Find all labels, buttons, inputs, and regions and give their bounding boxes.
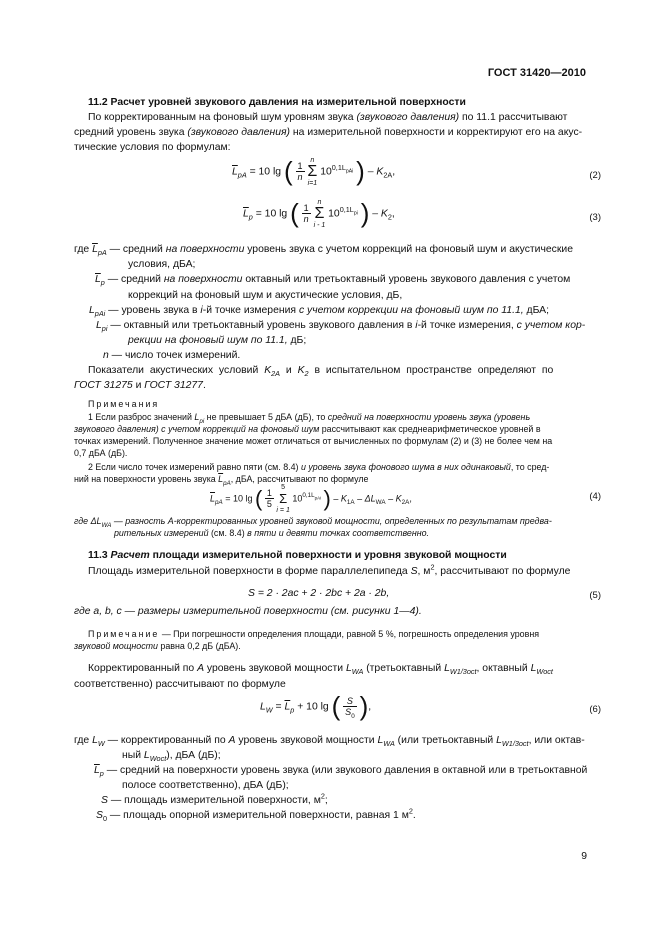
note: Примечание — При погрешности определения площади, равной 5 %, погрешность определения уровня	[88, 629, 540, 639]
paragraph: средний уровень звука (звукового давления) на измерительной поверхности и корректируют его на акус-	[74, 127, 583, 138]
paragraph: Показатели акустических условий $K_{2A}$ и $K_2$ в испытательном пространстве определяют по	[88, 365, 554, 379]
formula-number-3: (3)	[589, 212, 601, 223]
note-2: ний на поверхности уровень звука $\overline{L}_{pA}$, дБА, рассчитывают по формуле	[74, 474, 369, 487]
formula-5: S = 2 · 2ac + 2 · 2bc + 2a · 2b,	[248, 588, 390, 599]
where-item-cont: ный $L_{Woct}$), дБА (дБ);	[122, 750, 221, 764]
formula-number-6: (6)	[589, 704, 601, 715]
page-number: 9	[581, 851, 587, 862]
formula-2: $\overline{L}_{pA} = 10$ lg ( $\frac{1}{n}$ n Σ i=1 $10^{0,1L_{pAi}}$ ) – $K_{2A}$,	[232, 156, 396, 187]
paragraph: ГОСТ 31275 и ГОСТ 31277.	[74, 380, 206, 391]
formula-4: $\overline{L}_{pA} = 10$ lg ( $\frac{1}{5}$ 5 Σ i = 1 $10^{0,1L_{pAi}}$ ) – $K_{1A} - \Delta L_{WA} - K_{2A}$,	[210, 484, 412, 514]
where-item-cont: коррекций на фоновый шум и акустические условия, дБ,	[128, 290, 403, 301]
notes-title: Примечания	[88, 399, 160, 409]
where-item: $L_{pAi}$ — уровень звука в i-й точке измерения с учетом коррекции на фоновый шум по 11.1, дБА;	[89, 305, 549, 319]
formula-number-5: (5)	[589, 590, 601, 601]
note-1: точках измерений. Полученное значение может отличаться от вычисленных по формулам (2) и (3) не более чем на	[74, 436, 553, 446]
note: звуковой мощности равна 0,2 дБ (дБА).	[74, 641, 241, 651]
paragraph: тические условия по формулам:	[74, 142, 231, 153]
section-title-11-2: 11.2 Расчет уровней звукового давления на измерительной поверхности	[88, 97, 466, 108]
section-title-11-3: 11.3 Расчет площади измерительной поверхности и уровня звуковой мощности	[88, 550, 507, 561]
doc-header: ГОСТ 31420—2010	[487, 67, 586, 79]
where-item: где $L_W$ — корректированный по A уровень звуковой мощности $L_{WA}$ (или третьоктавный $L_{W1/3oct}$, или октав-	[74, 735, 585, 749]
formula-3: $\overline{L}_p = 10$ lg ( $\frac{1}{n}$ n Σ i - 1 $10^{0,1L_{pi}}$ ) – $K_2$,	[243, 198, 395, 229]
where-item-cont: рекции на фоновый шум по 11.1, дБ;	[128, 335, 307, 346]
paragraph: По корректированным на фоновый шум уровням звука (звукового давления) по 11.1 рассчитывают	[88, 112, 568, 123]
where-item: n — число точек измерений.	[103, 350, 241, 361]
where-item: $L_{pi}$ — октавный или третьоктавный уровень звукового давления в i-й точке измерения, с учетом кор-	[96, 320, 586, 334]
where-item-cont: полосе соответственно), дБА (дБ);	[122, 780, 289, 791]
paragraph: Корректированный по A уровень звуковой мощности $L_{WA}$ (третьоктавный $L_{W1/3oct}$, октавный $L_{Woct}$	[88, 663, 553, 677]
where-item: $\overline{L}_p$ — средний на поверхности уровень звука (или звукового давления в октавной или в третьоктавной	[94, 765, 588, 779]
paragraph: Площадь измерительной поверхности в форме параллелепипеда S, $м^2$, рассчитывают по формуле	[88, 562, 571, 577]
note-1: 1 Если разброс значений $L_{pi}$ не превышает 5 дБА (дБ), то средний на поверхности уровень звука (уровень	[88, 412, 531, 425]
formula-6: $L_W = \overline{L}_p + 10$ lg ( $\frac{S}{S_0}$ ),	[260, 691, 372, 721]
where-item: $S_0$ — площадь опорной измерительной поверхности, равная 1 $м^2$.	[96, 806, 416, 824]
where-item: где $\overline{L}_{pA}$ — средний на поверхности уровень звука с учетом коррекций на фоновый шум и акустические	[74, 244, 573, 258]
where-item-cont: условия, дБА;	[128, 259, 196, 270]
where-item: где a, b, c — размеры измерительной поверхности (см. рисунки 1—4).	[74, 606, 422, 617]
note-2: 2 Если число точек измерений равно пяти (см. 8.4) и уровень звука фонового шума в них одинаковый, то сред-	[88, 462, 550, 472]
where-item: где $\Delta L_{WA}$ — разность A-корректированных уровней звуковой мощности, определенных по результатам предва-	[74, 516, 552, 529]
note-1: 0,7 дБА (дБ).	[74, 448, 128, 458]
where-item: S — площадь измерительной поверхности, $м^2$;	[101, 791, 328, 806]
paragraph: соответственно) рассчитывают по формуле	[74, 679, 286, 690]
formula-number-4: (4)	[589, 491, 601, 502]
where-item: $\overline{L}_p$ — средний на поверхности октавный или третьоктавный уровень звукового давления с учетом	[95, 274, 571, 288]
where-item-cont: рительных измерений (см. 8.4) в пяти и девяти точках соответственно.	[114, 528, 429, 538]
formula-number-2: (2)	[589, 170, 601, 181]
note-1: звукового давления) с учетом коррекций на фоновый шум рассчитывают как среднеарифметическое уровней в	[74, 424, 541, 434]
